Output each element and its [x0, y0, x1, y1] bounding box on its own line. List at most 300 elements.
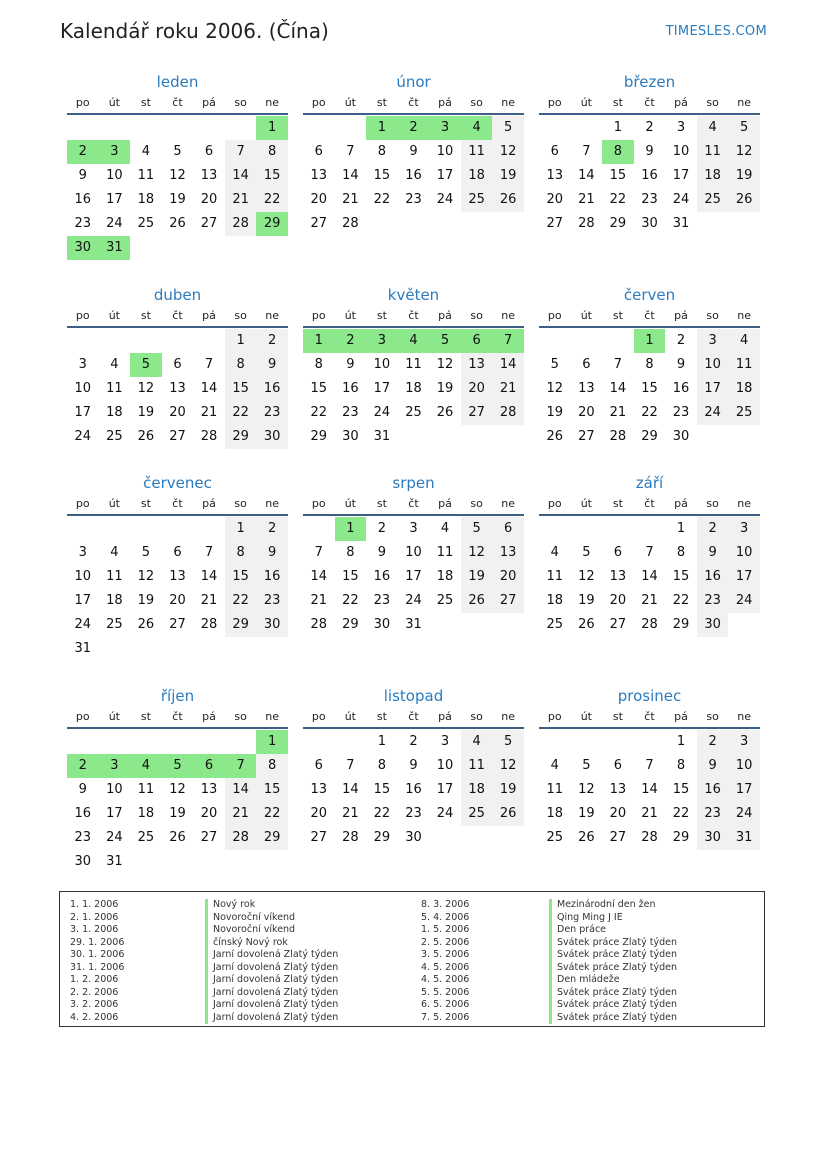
day: 30: [342, 429, 359, 444]
weekday-label: pá: [438, 309, 452, 322]
day: 17: [373, 381, 391, 396]
day: 10: [74, 381, 92, 396]
day: 29: [672, 830, 690, 845]
legend-date: 4. 2. 2006: [70, 1011, 119, 1023]
day: 9: [346, 357, 355, 372]
day: 27: [609, 830, 627, 845]
day: 27: [310, 216, 328, 231]
day-grid: [303, 116, 524, 236]
day: 25: [106, 429, 123, 444]
empty-cell: [67, 329, 99, 353]
day: 31: [74, 641, 92, 656]
day: 4: [728, 329, 760, 353]
day-grid: [67, 730, 288, 874]
day: 9: [256, 353, 288, 377]
weekday-label: st: [612, 309, 623, 322]
month-4: [67, 284, 288, 449]
day: 12: [169, 168, 186, 183]
month-name: září: [635, 474, 664, 492]
day: 24: [106, 216, 123, 231]
day: 22: [225, 401, 257, 425]
day: 16: [74, 806, 92, 821]
day: 22: [256, 188, 288, 212]
day: 12: [461, 541, 493, 565]
legend-date: 7. 5. 2006: [421, 1011, 470, 1023]
empty-cell: [225, 116, 257, 140]
day: 10: [405, 545, 422, 560]
weekday-label: st: [140, 309, 151, 322]
legend-date: 30. 1. 2006: [70, 949, 125, 960]
empty-cell: [193, 116, 225, 140]
day: 16: [697, 565, 729, 589]
day: 22: [373, 806, 391, 821]
day: 14: [641, 782, 658, 797]
day: 6: [173, 545, 182, 560]
day: 21: [200, 405, 218, 420]
weekday-label: út: [344, 497, 356, 510]
day: 10: [74, 569, 92, 584]
day: 14: [200, 381, 218, 396]
day: 9: [377, 545, 387, 560]
day: 31: [106, 854, 123, 869]
day: 3: [78, 545, 87, 560]
day: 15: [641, 381, 658, 396]
day: 17: [436, 168, 454, 183]
day: 20: [200, 806, 218, 821]
weekday-label: ne: [501, 710, 516, 723]
day: 5: [582, 545, 591, 560]
weekday-header: [539, 306, 760, 328]
day: 2: [256, 517, 288, 541]
weekday-header: [539, 707, 760, 729]
day: 18: [436, 569, 454, 584]
day: 30: [256, 425, 288, 449]
weekday-label: čt: [408, 309, 419, 322]
day: 24: [405, 593, 422, 608]
weekday-label: pá: [674, 497, 688, 510]
legend-date: 5. 4. 2006: [421, 911, 470, 923]
empty-cell: [634, 730, 666, 754]
day: 26: [137, 617, 155, 632]
holiday-day: 5: [130, 353, 162, 377]
day: 6: [582, 357, 591, 372]
day: 23: [256, 401, 288, 425]
holiday-day: 5: [162, 754, 194, 778]
day: 18: [405, 381, 422, 396]
day: 9: [697, 541, 729, 565]
day: 2: [697, 730, 729, 754]
page-title: Kalendář roku 2006. (Čína): [60, 19, 329, 43]
day: 21: [200, 593, 218, 608]
day: 25: [106, 617, 123, 632]
day: 26: [169, 830, 186, 845]
weekday-label: po: [311, 497, 326, 510]
day: 11: [461, 140, 493, 164]
day: 12: [492, 140, 524, 164]
weekday-label: po: [547, 309, 562, 322]
day: 27: [310, 830, 328, 845]
legend-date: 1. 5. 2006: [421, 924, 470, 935]
empty-cell: [303, 517, 335, 541]
day: 12: [578, 569, 595, 584]
day: 19: [578, 593, 595, 608]
day: 13: [461, 353, 493, 377]
day: 25: [137, 830, 155, 845]
legend-names-col-1: [205, 899, 338, 1024]
holiday-day: 6: [461, 329, 493, 353]
day: 21: [342, 806, 359, 821]
weekday-label: so: [234, 497, 247, 510]
day: 18: [106, 593, 123, 608]
day: 14: [342, 168, 359, 183]
day: 24: [697, 401, 729, 425]
weekday-label: čt: [408, 96, 419, 109]
day: 21: [578, 192, 595, 207]
day: 26: [728, 188, 760, 212]
day: 13: [200, 168, 218, 183]
day: 14: [225, 778, 257, 802]
day: 20: [461, 377, 493, 401]
day: 29: [256, 826, 288, 850]
day-grid: [67, 517, 288, 661]
day: 30: [405, 830, 422, 845]
weekday-label: čt: [172, 710, 183, 723]
day: 20: [310, 192, 328, 207]
day: 26: [578, 617, 595, 632]
weekday-label: ne: [265, 710, 280, 723]
day: 17: [728, 565, 760, 589]
holiday-day: 29: [256, 212, 288, 236]
legend-holiday-name: čínský Nový rok: [213, 936, 288, 948]
weekday-label: st: [140, 497, 151, 510]
day: 17: [106, 192, 123, 207]
weekday-label: po: [75, 497, 90, 510]
day: 16: [672, 381, 690, 396]
holiday-day: 3: [366, 329, 398, 353]
day: 22: [225, 589, 257, 613]
day: 8: [676, 545, 686, 560]
day: 21: [641, 806, 658, 821]
weekday-header: [303, 494, 524, 516]
holiday-day: 3: [429, 116, 461, 140]
empty-cell: [162, 329, 194, 353]
day: 26: [546, 429, 564, 444]
weekday-label: so: [706, 710, 719, 723]
day: 29: [609, 216, 627, 231]
legend-holiday-name: Nový rok: [213, 899, 256, 910]
day: 28: [609, 429, 627, 444]
weekday-label: ne: [265, 96, 280, 109]
weekday-header: [67, 306, 288, 328]
empty-cell: [130, 329, 162, 353]
day: 30: [697, 613, 729, 637]
day: 1: [676, 521, 686, 536]
day: 25: [461, 188, 493, 212]
day-grid: [67, 116, 288, 260]
weekday-label: pá: [438, 96, 452, 109]
day: 18: [728, 377, 760, 401]
day: 16: [74, 192, 92, 207]
day: 6: [173, 357, 182, 372]
day: 12: [137, 381, 155, 396]
legend-dates-col-1: [70, 899, 124, 1024]
day: 22: [672, 806, 690, 821]
day: 28: [225, 212, 257, 236]
empty-cell: [335, 116, 367, 140]
weekday-label: ne: [737, 497, 752, 510]
holiday-day: 7: [492, 329, 524, 353]
legend-holiday-name: Novoroční víkend: [213, 924, 296, 935]
day: 4: [141, 144, 151, 159]
day: 13: [169, 381, 186, 396]
weekday-label: po: [547, 710, 562, 723]
day: 16: [256, 565, 288, 589]
day: 13: [609, 569, 627, 584]
day: 3: [728, 517, 760, 541]
weekday-label: čt: [408, 497, 419, 510]
holiday-day: 1: [303, 329, 335, 353]
day: 25: [728, 401, 760, 425]
day: 7: [613, 357, 623, 372]
legend-holiday-name: Svátek práce Zlatý týden: [557, 936, 677, 948]
day: 8: [346, 545, 355, 560]
day: 20: [169, 405, 186, 420]
day: 11: [137, 782, 155, 797]
day: 22: [641, 405, 658, 420]
month-name: červen: [623, 286, 676, 304]
day: 16: [342, 381, 359, 396]
weekday-label: út: [108, 309, 120, 322]
legend-holiday-name: Svátek práce Zlatý týden: [557, 986, 677, 998]
month-name: leden: [156, 73, 199, 91]
day: 12: [137, 569, 155, 584]
day: 31: [728, 826, 760, 850]
weekday-label: st: [140, 710, 151, 723]
legend-holiday-name: Jarní dovolená Zlatý týden: [213, 961, 339, 973]
day: 30: [74, 854, 92, 869]
day: 13: [169, 569, 186, 584]
day: 25: [546, 830, 564, 845]
day: 19: [169, 192, 186, 207]
weekday-header: [67, 93, 288, 115]
weekday-header: [303, 707, 524, 729]
day: 19: [578, 806, 595, 821]
day: 14: [342, 782, 359, 797]
legend-date: 3. 2. 2006: [70, 999, 119, 1010]
day: 18: [106, 405, 123, 420]
day: 16: [641, 168, 658, 183]
day: 21: [342, 192, 359, 207]
day: 6: [550, 144, 559, 159]
day: 21: [225, 802, 257, 826]
brand-link[interactable]: TIMESLES.COM: [665, 24, 767, 39]
day: 13: [310, 168, 328, 183]
day: 2: [377, 521, 387, 536]
day: 20: [169, 593, 186, 608]
holiday-day: 1: [256, 730, 288, 754]
weekday-label: st: [612, 497, 623, 510]
day: 12: [169, 782, 186, 797]
day: 15: [256, 778, 288, 802]
day: 8: [645, 357, 654, 372]
day: 21: [641, 593, 658, 608]
day: 23: [256, 589, 288, 613]
weekday-label: st: [612, 96, 623, 109]
weekday-label: pá: [202, 309, 216, 322]
day: 14: [578, 168, 595, 183]
day: 19: [169, 806, 186, 821]
legend-date: 8. 3. 2006: [421, 899, 470, 910]
day: 10: [728, 754, 760, 778]
weekday-label: pá: [674, 710, 688, 723]
day: 23: [74, 830, 92, 845]
day: 24: [436, 192, 454, 207]
day: 18: [461, 778, 493, 802]
day: 30: [697, 826, 729, 850]
day: 17: [106, 806, 123, 821]
legend-date: 4. 5. 2006: [421, 974, 470, 985]
day: 4: [110, 545, 119, 560]
day: 8: [256, 140, 288, 164]
empty-cell: [99, 116, 131, 140]
day: 5: [728, 116, 760, 140]
day: 10: [106, 168, 123, 183]
holiday-day: 2: [67, 140, 99, 164]
day: 15: [225, 565, 257, 589]
weekday-label: st: [376, 710, 387, 723]
day: 31: [672, 216, 690, 231]
day: 19: [436, 381, 454, 396]
day: 30: [256, 613, 288, 637]
weekday-label: st: [140, 96, 151, 109]
day: 30: [641, 216, 658, 231]
day: 23: [697, 802, 729, 826]
day: 28: [578, 216, 595, 231]
weekday-label: čt: [172, 309, 183, 322]
day: 21: [609, 405, 627, 420]
empty-cell: [193, 730, 225, 754]
weekday-label: po: [311, 309, 326, 322]
day: 3: [409, 521, 418, 536]
empty-cell: [225, 730, 257, 754]
day: 18: [461, 164, 493, 188]
day: 3: [440, 734, 450, 749]
weekday-label: ne: [501, 96, 516, 109]
empty-cell: [67, 517, 99, 541]
day: 9: [78, 168, 87, 183]
day: 20: [200, 192, 218, 207]
day: 23: [74, 216, 92, 231]
day: 8: [225, 353, 257, 377]
day: 7: [645, 758, 654, 773]
weekday-label: út: [580, 710, 592, 723]
legend-holiday-name: Mezinárodní den žen: [557, 899, 656, 910]
day: 14: [310, 569, 328, 584]
day: 7: [314, 545, 323, 560]
month-name: červenec: [143, 474, 212, 492]
weekday-header: [539, 93, 760, 115]
day: 28: [200, 617, 218, 632]
empty-cell: [130, 116, 162, 140]
day: 13: [578, 381, 595, 396]
day: 2: [697, 517, 729, 541]
empty-cell: [99, 730, 131, 754]
day: 28: [342, 830, 359, 845]
day: 24: [373, 405, 391, 420]
day: 29: [672, 617, 690, 632]
day: 29: [225, 425, 257, 449]
day-grid: [539, 730, 760, 850]
empty-cell: [162, 517, 194, 541]
day: 17: [728, 778, 760, 802]
day: 28: [200, 429, 218, 444]
day: 22: [373, 192, 391, 207]
weekday-label: ne: [737, 96, 752, 109]
weekday-label: so: [470, 96, 483, 109]
day-grid: [303, 730, 524, 850]
day: 5: [582, 758, 591, 773]
day: 25: [461, 802, 493, 826]
empty-cell: [602, 517, 634, 541]
day: 27: [578, 429, 595, 444]
day: 22: [256, 802, 288, 826]
legend-holiday-name: Jarní dovolená Zlatý týden: [213, 1011, 339, 1023]
weekday-label: ne: [501, 497, 516, 510]
day: 10: [436, 758, 454, 773]
day: 24: [728, 802, 760, 826]
empty-cell: [130, 517, 162, 541]
month-2: [303, 71, 524, 236]
day: 13: [609, 782, 627, 797]
day: 6: [492, 517, 524, 541]
day: 28: [641, 830, 658, 845]
day: 2: [676, 333, 686, 348]
holiday-day: 2: [335, 329, 367, 353]
day: 18: [546, 593, 564, 608]
weekday-label: út: [344, 96, 356, 109]
day: 8: [676, 758, 686, 773]
day: 20: [609, 806, 627, 821]
empty-cell: [67, 116, 99, 140]
day: 8: [377, 758, 387, 773]
day: 4: [440, 521, 450, 536]
month-name: prosinec: [617, 687, 682, 705]
day: 26: [461, 589, 493, 613]
empty-cell: [571, 730, 603, 754]
day: 1: [613, 120, 623, 135]
day: 5: [492, 730, 524, 754]
day: 21: [310, 593, 328, 608]
empty-cell: [303, 116, 335, 140]
holiday-day: 6: [193, 754, 225, 778]
day: 23: [697, 589, 729, 613]
day: 5: [141, 545, 151, 560]
day: 19: [546, 405, 564, 420]
weekday-label: út: [344, 710, 356, 723]
day: 19: [492, 164, 524, 188]
day: 6: [314, 144, 323, 159]
legend-holiday-name: Svátek práce Zlatý týden: [557, 949, 677, 960]
day: 15: [225, 377, 257, 401]
legend-date: 3. 5. 2006: [421, 949, 470, 960]
day: 12: [492, 754, 524, 778]
weekday-label: út: [108, 497, 120, 510]
month-12: [539, 685, 760, 850]
day: 22: [609, 192, 627, 207]
day: 16: [697, 778, 729, 802]
day: 7: [225, 140, 257, 164]
legend-holiday-name: Novoroční víkend: [213, 911, 296, 923]
